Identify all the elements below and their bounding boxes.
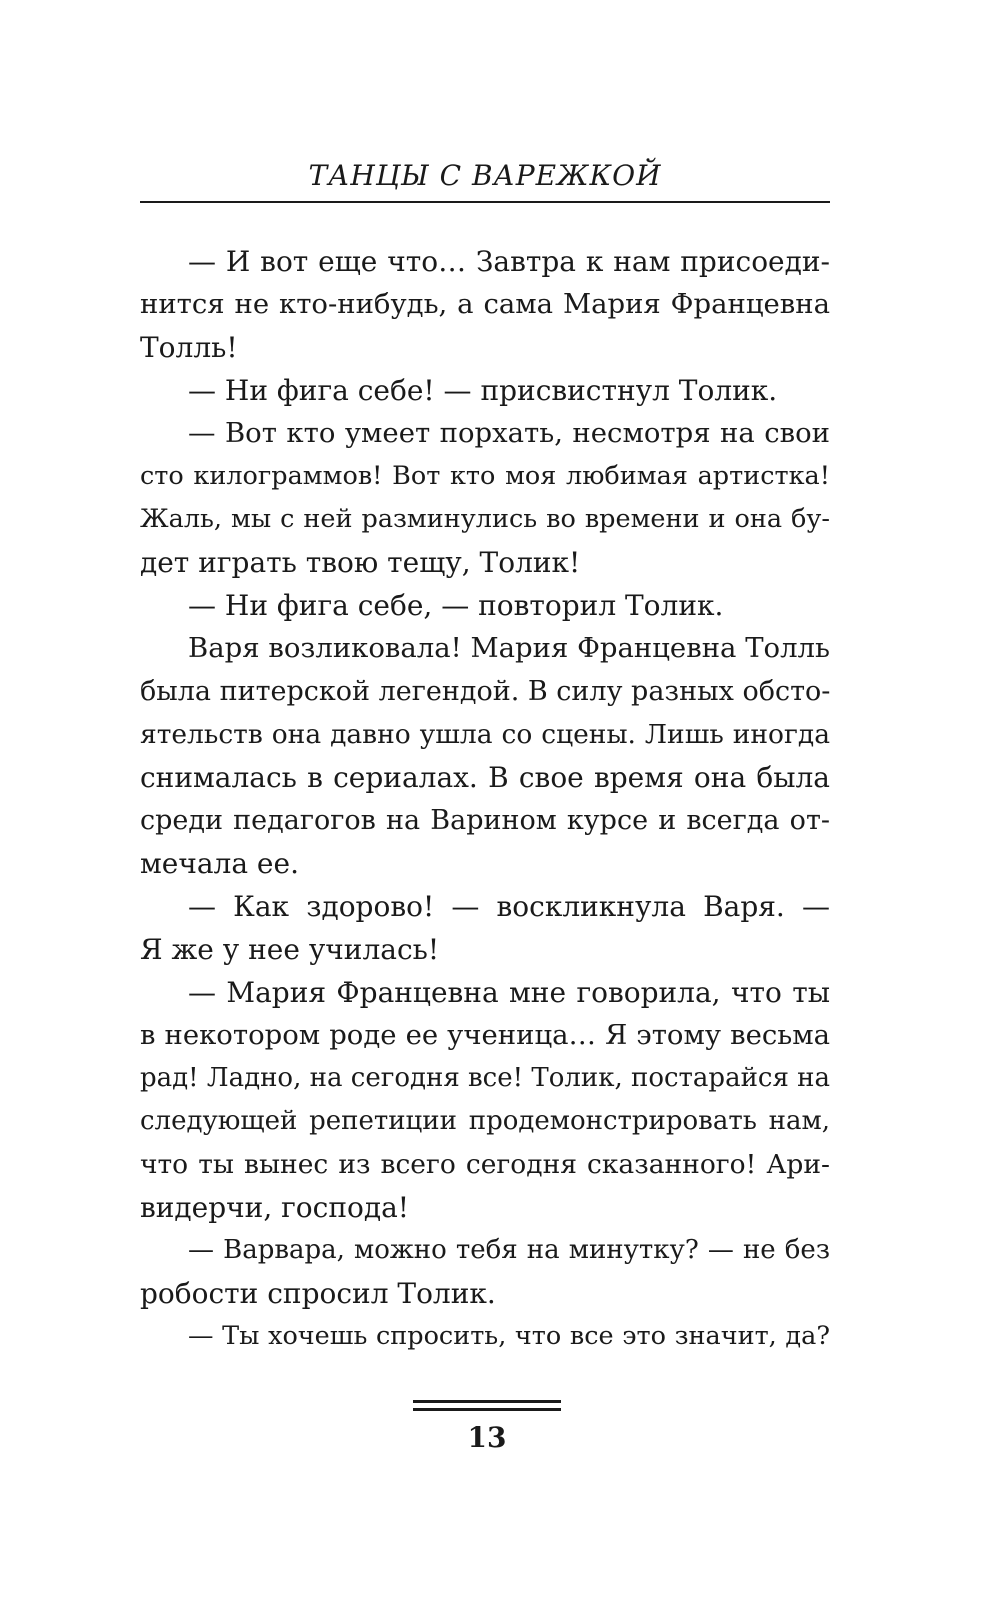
footer-rule-bottom — [413, 1408, 561, 1411]
text-line: ятельств она давно ушла со сцены. Лишь иногда — [140, 719, 830, 750]
text-line: — Ты хочешь спросить, что все это значит, да? — [188, 1321, 830, 1351]
running-head-title: ТАНЦЫ С ВАРЕЖКОЙ — [308, 159, 662, 192]
text-line: — Как здорово! — воскликнула Варя. — — [188, 890, 830, 923]
text-line: Толль! — [140, 331, 238, 364]
text-line: что ты вынес из всего сегодня сказанного! Ари- — [140, 1149, 830, 1180]
footer-rule-top — [413, 1400, 561, 1403]
text-line: Варя возликовала! Мария Францевна Толль — [188, 632, 830, 664]
text-line: была питерской легендой. В силу разных обсто- — [140, 676, 831, 707]
text-line: — Ни фига себе! — присвистнул Толик. — [188, 374, 778, 407]
text-line: — Вот кто умеет порхать, несмотря на свои — [188, 417, 830, 449]
page-number: 13 — [467, 1421, 507, 1454]
text-line: — И вот еще что… Завтра к нам присоеди- — [188, 245, 830, 278]
text-line: робости спросил Толик. — [140, 1277, 496, 1310]
text-line: — Варвара, можно тебя на минутку? — не без — [188, 1235, 830, 1265]
text-line: следующей репетиции продемонстрировать нам, — [140, 1106, 830, 1136]
text-line: сто килограммов! Вот кто моя любимая артистка! — [140, 461, 830, 491]
text-line: среди педагогов на Варином курсе и всегда от- — [140, 805, 830, 836]
text-line: дет играть твою тещу, Толик! — [140, 546, 581, 579]
text-line: видерчи, господа! — [140, 1191, 410, 1224]
header-rule — [140, 201, 830, 203]
text-line: мечала ее. — [140, 847, 299, 880]
body-text — [140, 240, 830, 1358]
text-line: рад! Ладно, на сегодня все! Толик, постарайся на — [140, 1063, 830, 1093]
text-line: — Мария Францевна мне говорила, что ты — [188, 976, 830, 1009]
text-line: — Ни фига себе, — повторил Толик. — [188, 589, 724, 622]
text-line: нится не кто-нибудь, а сама Мария Францевна — [140, 288, 830, 320]
text-line: Я же у нее училась! — [140, 933, 440, 966]
text-line: в некотором роде ее ученица… Я этому весьма — [140, 1019, 830, 1051]
text-line: Жаль, мы с ней разминулись во времени и она бу- — [140, 504, 830, 534]
text-line: снималась в сериалах. В свое время она была — [140, 761, 830, 794]
